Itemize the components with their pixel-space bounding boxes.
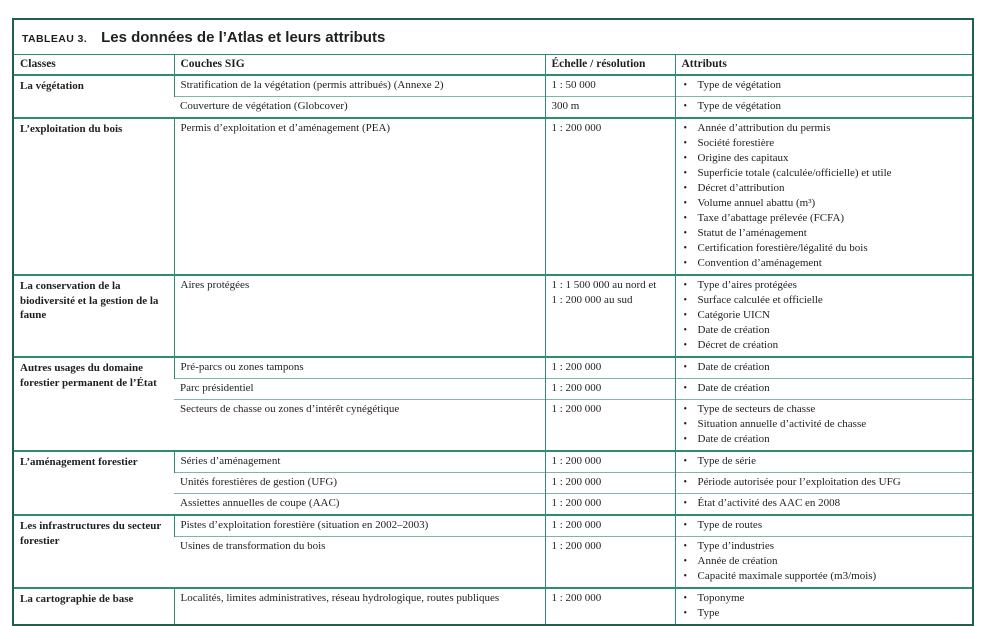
attribute-item: [684, 381, 968, 396]
table-row: [14, 118, 972, 275]
class-cell: La conservation de la biodiversité et la gestion de la faune: [14, 275, 174, 357]
attributes-cell: [675, 515, 972, 537]
attributes-cell: [675, 400, 972, 452]
bullet-icon: •: [683, 280, 688, 291]
attribute-text: Type de routes: [697, 519, 763, 531]
class-cell: L’aménagement forestier: [14, 451, 174, 515]
class-cell: L’exploitation du bois: [14, 118, 174, 275]
attribute-text: Origine des capitaux: [697, 152, 789, 164]
bullet-icon: •: [683, 80, 688, 91]
bullet-icon: •: [683, 498, 688, 509]
attributes-cell: [675, 118, 972, 275]
layer-cell: Séries d’aménagement: [174, 451, 545, 473]
table-title: [14, 20, 972, 55]
attribute-text: Catégorie UICN: [697, 309, 770, 321]
attribute-item: [684, 454, 968, 469]
bullet-icon: •: [683, 541, 688, 552]
table-header-row: [14, 55, 972, 75]
bullet-icon: •: [683, 434, 688, 445]
scale-value: 300 m: [551, 100, 580, 112]
attribute-item: [684, 338, 968, 353]
class-cell: Autres usages du domaine forestier permanent de l’État: [14, 357, 174, 451]
scale-value: 1 : 200 000: [551, 122, 602, 134]
bullet-icon: •: [683, 243, 688, 254]
bullet-icon: •: [683, 198, 688, 209]
scale-cell: [545, 537, 675, 589]
attributes-cell: [675, 97, 972, 119]
scale-value: 1 : 200 000: [551, 403, 602, 415]
attributes-cell: [675, 537, 972, 589]
scale-cell: [545, 515, 675, 537]
column-header-3: Échelle / résolution: [545, 55, 675, 75]
bullet-icon: •: [683, 456, 688, 467]
attribute-item: [684, 539, 968, 554]
attribute-text: Type d’industries: [697, 540, 775, 552]
table-row: [14, 515, 972, 537]
attribute-text: Type de secteurs de chasse: [697, 403, 816, 415]
scale-cell: [545, 473, 675, 494]
bullet-icon: •: [683, 571, 688, 582]
attribute-item: [684, 496, 968, 511]
attribute-item: [684, 554, 968, 569]
attribute-text: Type d’aires protégées: [697, 279, 797, 291]
bullet-icon: •: [683, 228, 688, 239]
attribute-text: Année de création: [697, 555, 778, 567]
scale-cell: [545, 588, 675, 624]
scale-value: 1 : 200 000: [551, 361, 602, 373]
bullet-icon: •: [683, 520, 688, 531]
column-header-4: Attributs: [675, 55, 972, 75]
attribute-item: [684, 226, 968, 241]
table-row: [14, 275, 972, 357]
attributes-cell: [675, 451, 972, 473]
table-row: [14, 588, 972, 624]
attribute-text: Volume annuel abattu (m³): [697, 197, 816, 209]
bullet-icon: •: [683, 153, 688, 164]
layer-cell: Usines de transformation du bois: [174, 537, 545, 589]
bullet-icon: •: [683, 419, 688, 430]
attribute-text: Superficie totale (calculée/officielle) et utile: [697, 167, 892, 179]
layer-cell: Unités forestières de gestion (UFG): [174, 473, 545, 494]
layer-cell: Localités, limites administratives, réseau hydrologique, routes publiques: [174, 588, 545, 624]
class-cell: La végétation: [14, 75, 174, 118]
table-row: [14, 75, 972, 97]
attribute-item: [684, 417, 968, 432]
attribute-text: Année d’attribution du permis: [697, 122, 831, 134]
column-header-1: Classes: [14, 55, 174, 75]
attribute-text: Date de création: [697, 361, 770, 373]
attribute-text: Convention d’aménagement: [697, 257, 822, 269]
bullet-icon: •: [683, 310, 688, 321]
scale-value: 1 : 200 000: [551, 540, 602, 552]
attribute-text: Décret d’attribution: [697, 182, 785, 194]
attribute-item: [684, 241, 968, 256]
scale-value: 1 : 200 000: [551, 382, 602, 394]
attribute-text: Surface calculée et officielle: [697, 294, 823, 306]
table-row: [14, 451, 972, 473]
attribute-item: [684, 591, 968, 606]
layer-cell: Permis d’exploitation et d’aménagement (PEA): [174, 118, 545, 275]
scale-cell: [545, 357, 675, 379]
scale-cell: [545, 275, 675, 357]
scale-value: 1 : 200 000: [551, 592, 602, 604]
bullet-icon: •: [683, 138, 688, 149]
bullet-icon: •: [683, 340, 688, 351]
layer-cell: Assiettes annuelles de coupe (AAC): [174, 494, 545, 516]
attributes-cell: [675, 473, 972, 494]
attribute-item: [684, 475, 968, 490]
layer-cell: Stratification de la végétation (permis attribués) (Annexe 2): [174, 75, 545, 97]
attribute-item: [684, 308, 968, 323]
layer-cell: Couverture de végétation (Globcover): [174, 97, 545, 119]
attribute-item: [684, 166, 968, 181]
bullet-icon: •: [683, 258, 688, 269]
attribute-item: [684, 196, 968, 211]
bullet-icon: •: [683, 101, 688, 112]
attribute-text: Type: [697, 607, 720, 619]
scale-cell: [545, 379, 675, 400]
bullet-icon: •: [683, 123, 688, 134]
scale-value: 1 : 200 000: [551, 519, 602, 531]
scale-value: 1 : 50 000: [551, 79, 596, 91]
attribute-text: Date de création: [697, 324, 770, 336]
bullet-icon: •: [683, 556, 688, 567]
attribute-text: Société forestière: [697, 137, 775, 149]
attribute-item: [684, 432, 968, 447]
attribute-item: [684, 569, 968, 584]
bullet-icon: •: [683, 404, 688, 415]
attribute-text: Type de végétation: [697, 100, 782, 112]
bullet-icon: •: [683, 608, 688, 619]
bullet-icon: •: [683, 325, 688, 336]
layer-cell: Aires protégées: [174, 275, 545, 357]
bullet-icon: •: [683, 213, 688, 224]
attribute-item: [684, 256, 968, 271]
attribute-text: Date de création: [697, 382, 770, 394]
scale-cell: [545, 75, 675, 97]
attribute-text: Capacité maximale supportée (m3/mois): [697, 570, 877, 582]
bullet-icon: •: [683, 362, 688, 373]
scale-cell: [545, 118, 675, 275]
bullet-icon: •: [683, 183, 688, 194]
scale-value: 1 : 200 000 au sud: [551, 294, 633, 306]
scale-cell: [545, 97, 675, 119]
scale-cell: [545, 451, 675, 473]
layer-cell: Parc présidentiel: [174, 379, 545, 400]
attribute-item: [684, 606, 968, 621]
attribute-item: [684, 360, 968, 375]
bullet-icon: •: [683, 383, 688, 394]
attribute-text: Décret de création: [697, 339, 779, 351]
bullet-icon: •: [683, 168, 688, 179]
class-cell: Les infrastructures du secteur forestier: [14, 515, 174, 588]
scale-value: 1 : 200 000: [551, 476, 602, 488]
scale-value: 1 : 200 000: [551, 455, 602, 467]
bullet-icon: •: [683, 295, 688, 306]
attributes-cell: [675, 357, 972, 379]
attribute-item: [684, 99, 968, 114]
table-number-label: TABLEAU 3.: [22, 33, 88, 45]
attributes-cell: [675, 588, 972, 624]
table-row: [14, 357, 972, 379]
attribute-item: [684, 402, 968, 417]
scale-cell: [545, 494, 675, 516]
attributes-cell: [675, 75, 972, 97]
scale-value: 1 : 200 000: [551, 497, 602, 509]
bullet-icon: •: [683, 593, 688, 604]
attribute-text: Date de création: [697, 433, 770, 445]
attributes-cell: [675, 494, 972, 516]
scale-cell: [545, 400, 675, 452]
attribute-item: [684, 78, 968, 93]
attribute-text: Statut de l’aménagement: [697, 227, 807, 239]
attribute-item: [684, 121, 968, 136]
attribute-item: [684, 518, 968, 533]
attribute-text: Situation annuelle d’activité de chasse: [697, 418, 867, 430]
attributes-cell: [675, 379, 972, 400]
attributes-cell: [675, 275, 972, 357]
class-cell: La cartographie de base: [14, 588, 174, 624]
attribute-item: [684, 293, 968, 308]
bullet-icon: •: [683, 477, 688, 488]
attribute-item: [684, 136, 968, 151]
layer-cell: Pré-parcs ou zones tampons: [174, 357, 545, 379]
attribute-text: Toponyme: [697, 592, 745, 604]
layer-cell: Pistes d’exploitation forestière (situation en 2002–2003): [174, 515, 545, 537]
atlas-attributes-table: [14, 55, 972, 624]
layer-cell: Secteurs de chasse ou zones d’intérêt cynégétique: [174, 400, 545, 452]
attribute-text: Type de série: [697, 455, 756, 467]
attribute-text: État d’activité des AAC en 2008: [697, 497, 841, 509]
attribute-item: [684, 151, 968, 166]
attribute-text: Période autorisée pour l’exploitation des UFG: [697, 476, 901, 488]
attribute-text: Certification forestière/légalité du bois: [697, 242, 868, 254]
attribute-item: [684, 323, 968, 338]
attribute-text: Taxe d’abattage prélevée (FCFA): [697, 212, 845, 224]
column-header-2: Couches SIG: [174, 55, 545, 75]
data-table: [12, 18, 974, 626]
attribute-text: Type de végétation: [697, 79, 782, 91]
attribute-item: [684, 211, 968, 226]
attribute-item: [684, 278, 968, 293]
scale-value: 1 : 1 500 000 au nord et: [551, 279, 657, 291]
page-title: Les données de l’Atlas et leurs attributs: [101, 29, 386, 46]
attribute-item: [684, 181, 968, 196]
